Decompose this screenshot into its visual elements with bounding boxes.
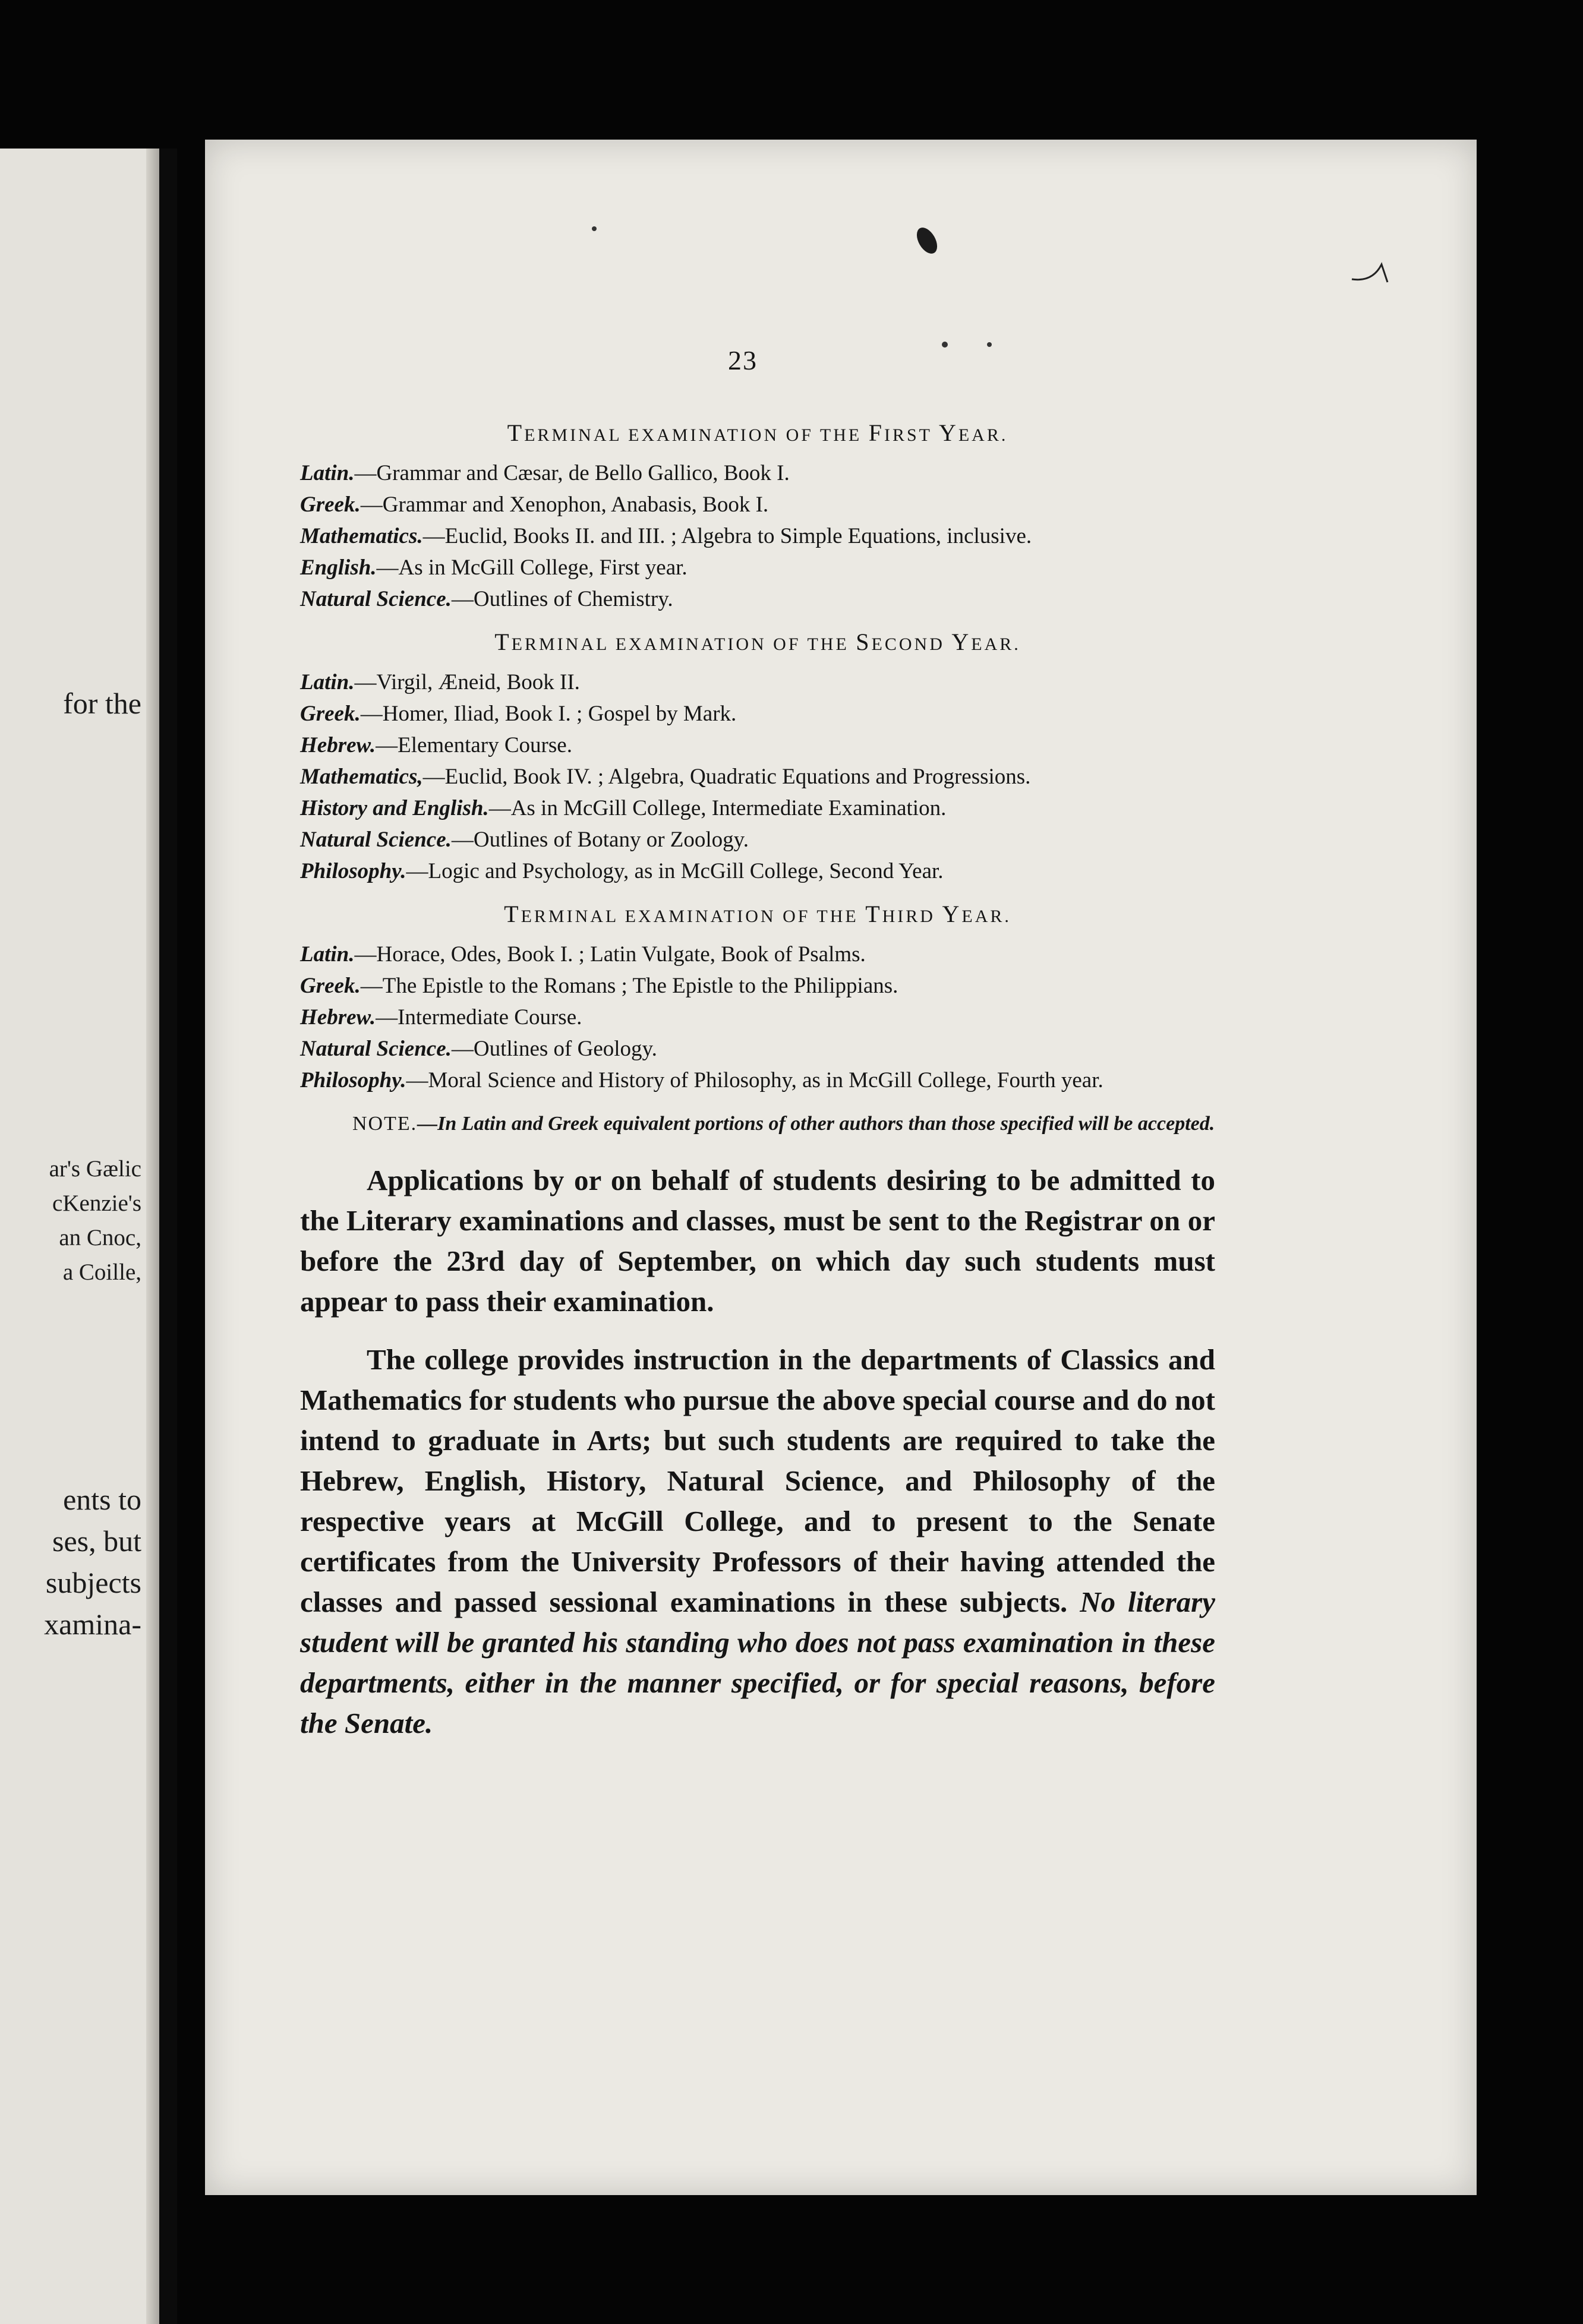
first-year-section: [300, 419, 1215, 615]
left-text-fragment: cKenzie's: [52, 1191, 141, 1216]
exam-entry: Hebrew.—Intermediate Course.: [300, 1005, 582, 1030]
left-text-fragment: subjects: [45, 1566, 141, 1599]
exam-entry: Latin.—Grammar and Cæsar, de Bello Gallico, Book I.: [300, 461, 790, 485]
section-heading: TERMINAL EXAMINATION OF THE SECOND YEAR.: [494, 629, 1021, 655]
left-page-fragment: [0, 149, 159, 2324]
standing-requirement: No literary student will be granted his standing who does not pass examination in these departments, either in the manner specified, or for special reasons, before the Senate.: [300, 1586, 1215, 1739]
exam-entry: Natural Science.—Outlines of Geology.: [300, 1037, 657, 1061]
exam-entry: Greek.—The Epistle to the Romans ; The Epistle to the Philippians.: [300, 974, 898, 998]
exam-entry: Mathematics,—Euclid, Book IV. ; Algebra, Quadratic Equations and Progressions.: [300, 765, 1031, 789]
section-heading: TERMINAL EXAMINATION OF THE FIRST YEAR.: [507, 419, 1008, 446]
exam-entry: English.—As in McGill College, First year.: [300, 555, 688, 580]
exam-entry: Philosophy.—Logic and Psychology, as in McGill College, Second Year.: [300, 859, 944, 883]
exam-entry: Hebrew.—Elementary Course.: [300, 733, 572, 757]
left-text-fragment: for the: [63, 687, 141, 720]
left-text-fragment: an Cnoc,: [59, 1225, 141, 1251]
page-23: [205, 140, 1477, 2195]
note-text: —In Latin and Greek equivalent portions of other authors than those specified will be accepted.: [417, 1113, 1215, 1135]
second-year-section: [300, 628, 1215, 887]
exam-entry: Mathematics.—Euclid, Books II. and III. ; Algebra to Simple Equations, inclusive.: [300, 524, 1032, 548]
left-text-fragment: xamina-: [44, 1608, 141, 1641]
page-number: 23: [728, 345, 758, 375]
left-text-fragment: ses, but: [52, 1524, 141, 1558]
third-year-section: [300, 900, 1215, 1096]
left-text-fragment: ents to: [63, 1483, 141, 1516]
book-binding: [159, 149, 177, 2324]
exam-entry: Natural Science.—Outlines of Botany or Zoology.: [300, 828, 749, 852]
page-gutter: [146, 149, 159, 2324]
exam-entry: Greek.—Grammar and Xenophon, Anabasis, Book I.: [300, 492, 769, 517]
exam-entry: Greek.—Homer, Iliad, Book I. ; Gospel by Mark.: [300, 702, 737, 726]
exam-entry: History and English.—As in McGill College, Intermediate Examination.: [300, 796, 947, 820]
exam-entry: Natural Science.—Outlines of Chemistry.: [300, 587, 673, 611]
applications-paragraph: Applications by or on behalf of students desiring to be admitted to the Literary examinations and classes, must be sent to the Registrar on or before the 23rd day of September, on which day such students must appear to pass their examination.: [300, 1164, 1215, 1318]
page-content: [300, 419, 1215, 1761]
note-label: NOTE.: [352, 1113, 418, 1135]
exam-entry: Latin.—Horace, Odes, Book I. ; Latin Vulgate, Book of Psalms.: [300, 942, 866, 967]
exam-entry: Latin.—Virgil, Æneid, Book II.: [300, 670, 580, 694]
left-text-fragment: ar's Gælic: [49, 1156, 141, 1182]
exam-entry: Philosophy.—Moral Science and History of Philosophy, as in McGill College, Fourth year.: [300, 1068, 1103, 1092]
section-heading: TERMINAL EXAMINATION OF THE THIRD YEAR.: [504, 901, 1011, 927]
note: [300, 1109, 1215, 1139]
instruction-paragraph: The college provides instruction in the departments of Classics and Mathematics for students who pursue the above special course and do not intend to graduate in Arts; but such students are required to take the Hebrew, English, History, Natural Science, and Philosophy of the respective years at McGill College, and to present to the Senate certificates from the University Professors of their having attended the classes and passed sessional examinations in these subjects. No literary student will be granted his standing who does not pass examination in these departments, either in the manner specified, or for special reasons, before the Senate.: [300, 1343, 1215, 1739]
left-text-fragment: a Coille,: [62, 1259, 141, 1285]
